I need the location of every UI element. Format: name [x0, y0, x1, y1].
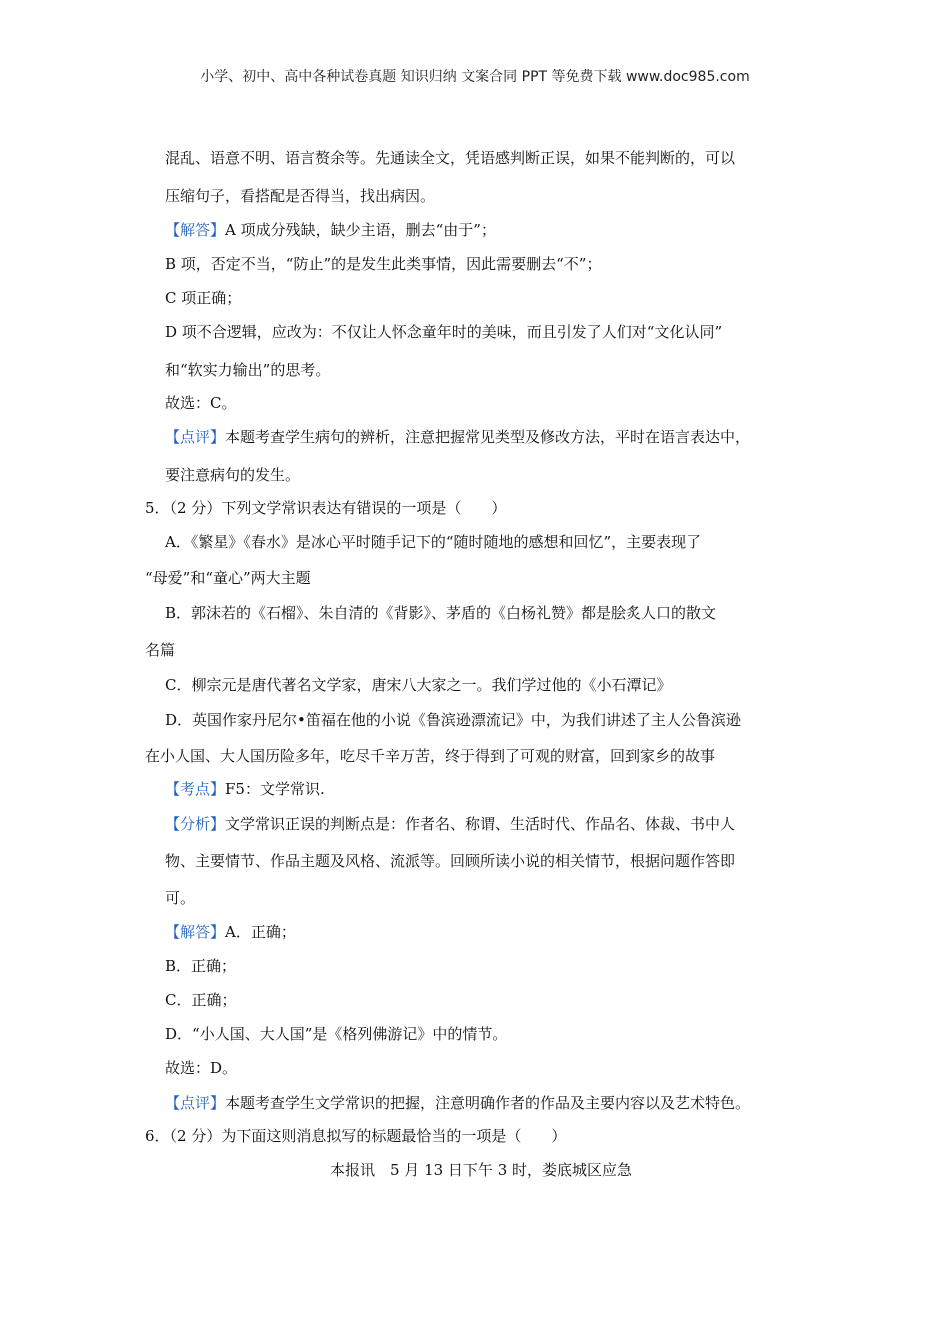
q5-option-b-line-1: B．郭沫若的《石榴》、朱自清的《背影》、茅盾的《白杨礼赞》都是脍炙人口的散文 [165, 604, 717, 622]
q6-stem: 6．（2 分）为下面这则消息拟写的标题最恰当的一项是（ ） [145, 1127, 567, 1145]
q4-choice: 故选：C。 [165, 394, 237, 412]
q5-option-d-line-1: D．英国作家丹尼尔•笛福在他的小说《鲁滨逊漂流记》中，为我们讲述了主人公鲁滨逊 [165, 711, 741, 729]
q4-answer-a-text: A 项成分残缺，缺少主语，删去“由于”； [225, 221, 496, 239]
q5-choice: 故选：D。 [165, 1059, 238, 1077]
q5-answer-c: C．正确； [165, 991, 237, 1009]
q5-analysis-line-3: 可。 [165, 889, 196, 907]
q6-passage-line-1: 本报讯 5 月 13 日下午 3 时，娄底城区应急 [330, 1161, 633, 1179]
q4-answer-a [165, 220, 496, 240]
q5-comment-text: 本题考查学生文学常识的把握，注意明确作者的作品及主要内容以及艺术特色。 [225, 1094, 751, 1112]
q5-answer-a-text: A．正确； [225, 923, 296, 941]
q4-answer-c: C 项正确； [165, 289, 242, 307]
comment-tag: 【点评】 [165, 1094, 226, 1112]
q4-comment-line-2: 要注意病句的发生。 [165, 466, 301, 484]
q4-comment-text: 本题考查学生病句的辨析，注意把握常见类型及修改方法，平时在语言表达中， [225, 428, 751, 446]
q5-stem: 5．（2 分）下列文学常识表达有错误的一项是（ ） [145, 499, 507, 517]
q5-analysis-line-2: 物、主要情节、作品主题及风格、流派等。回顾所读小说的相关情节，根据问题作答即 [165, 852, 736, 870]
q4-answer-b: B 项，否定不当，“防止”的是发生此类事情，因此需要删去“不”； [165, 255, 602, 273]
q5-answer-b: B．正确； [165, 957, 237, 975]
q4-comment-line-1 [165, 427, 750, 447]
q4-analysis-line-2: 压缩句子，看搭配是否得当，找出病因。 [165, 187, 436, 205]
q5-answer-d: D．“小人国、大人国”是《格列佛游记》中的情节。 [165, 1025, 508, 1043]
q4-analysis-line-1: 混乱、语意不明、语言赘余等。先通读全文，凭语感判断正误，如果不能判断的，可以 [165, 149, 736, 167]
comment-tag: 【点评】 [165, 428, 226, 446]
q5-comment [165, 1093, 750, 1113]
q5-option-a-line-1: A．《繁星》《春水》是冰心平时随手记下的“随时随地的感想和回忆”，主要表现了 [165, 533, 702, 551]
q5-option-a-line-2: “母爱”和“童心”两大主题 [145, 569, 311, 587]
q4-answer-d-line-1: D 项不合逻辑，应改为：不仅让人怀念童年时的美味，而且引发了人们对“文化认同” [165, 323, 723, 341]
q5-analysis-line-1 [165, 814, 735, 834]
page-header: 小学、初中、高中各种试卷真题 知识归纳 文案合同 PPT 等免费下载 www.doc985.com [200, 69, 750, 85]
q5-option-b-line-2: 名篇 [145, 641, 176, 659]
q4-answer-d-line-2: 和“软实力输出”的思考。 [165, 361, 331, 379]
q5-analysis-text: 文学常识正误的判断点是：作者名、称谓、生活时代、作品名、体裁、书中人 [225, 815, 736, 833]
q5-kaodian-text: F5：文学常识. [225, 780, 325, 798]
q5-answer-a [165, 922, 296, 942]
q5-option-c: C．柳宗元是唐代著名文学家，唐宋八大家之一。我们学过他的《小石潭记》 [165, 676, 672, 694]
q5-option-d-line-2: 在小人国、大人国历险多年，吃尽千辛万苦，终于得到了可观的财富，回到家乡的故事 [145, 747, 716, 765]
analysis-tag: 【分析】 [165, 815, 226, 833]
answer-tag: 【解答】 [165, 923, 226, 941]
q5-kaodian [165, 779, 325, 799]
answer-tag: 【解答】 [165, 221, 226, 239]
kaodian-tag: 【考点】 [165, 780, 226, 798]
